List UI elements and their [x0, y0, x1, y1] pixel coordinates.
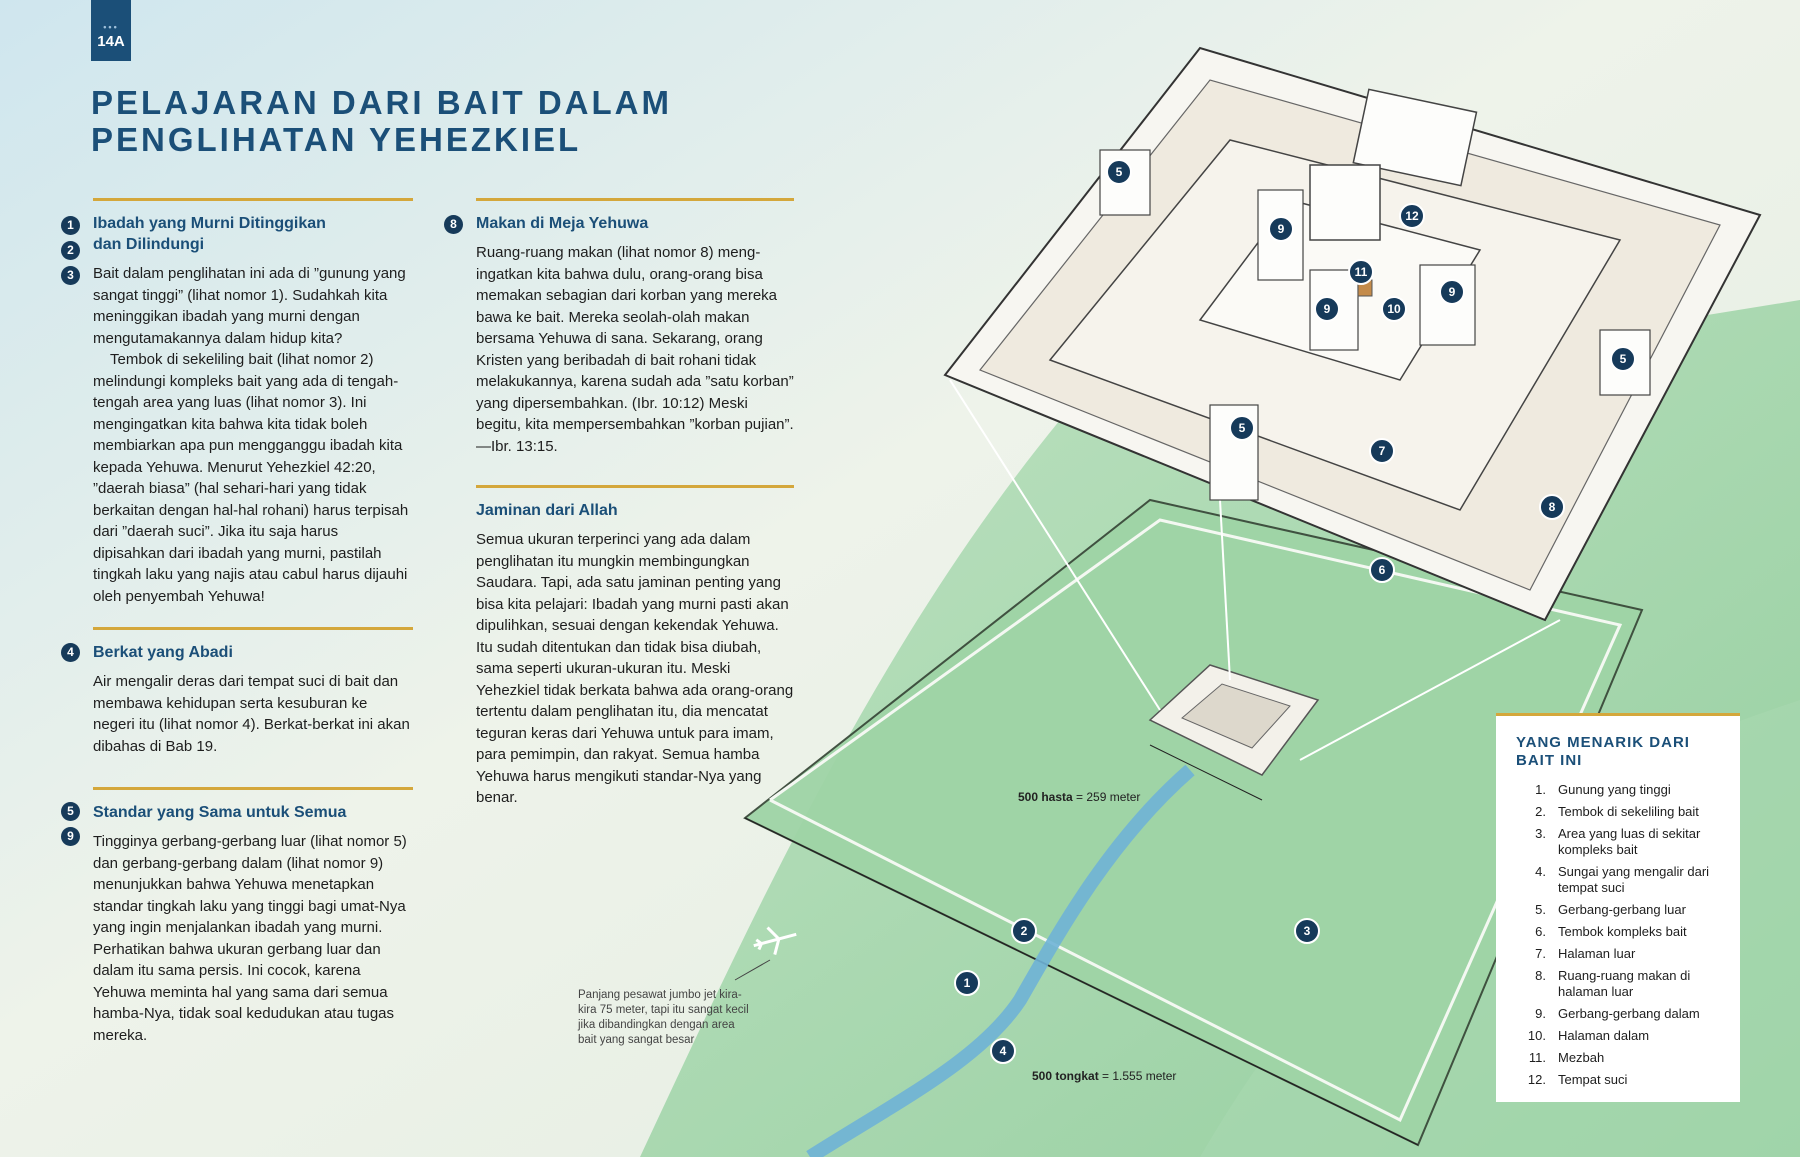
marker-9: 9: [1314, 296, 1340, 322]
number-badge: 1: [61, 216, 80, 235]
section-paragraph: Semua ukuran terperinci yang ada dalam penglihatan itu mungkin membingungkan Saudara. Tapi, ada satu jaminan penting yang bisa kita pelajari: Ibadah yang murni pasti akan dipulihkan, sesuai dengan kekendak Yehuwa. Itu sudah ditentukan dan tidak bisa diubah, sama seperti ukuran-ukuran itu. Meski Yehezkiel tidak berkata bahwa ada orang-orang tertentu dalam penglihatan itu, dia mencatat teguran keras dari Yehuwa untuk para imam, para pemimpin, dan rakyat. Semua hamba Yehuwa harus mengikuti standar-Nya yang benar.: [476, 531, 794, 806]
section-rule: [93, 787, 413, 790]
marker-6: 6: [1369, 557, 1395, 583]
scale-small-meters: = 259 meter: [1072, 790, 1141, 804]
section-meja-yehuwa: [476, 198, 794, 457]
legend-text: Mezbah: [1558, 1050, 1605, 1065]
legend-number: 5.: [1535, 902, 1546, 917]
section-heading: [93, 213, 413, 255]
section-paragraph: Air mengalir deras dari tempat suci di bait dan membawa kehidupan serta kesuburan ke negeri itu (lihat nomor 4). Berkat-berkat ini akan dibahas di Bab 19.: [93, 673, 410, 755]
section-ibadah-murni: [93, 198, 413, 607]
section-rule: [476, 485, 794, 488]
legend-text: Gerbang-gerbang luar: [1558, 902, 1686, 917]
marker-5: 5: [1610, 346, 1636, 372]
marker-9: 9: [1268, 216, 1294, 242]
legend-number: 3.: [1535, 826, 1546, 841]
legend-text: Halaman luar: [1558, 946, 1636, 961]
marker-1: 1: [954, 970, 980, 996]
legend-item: [1516, 864, 1728, 896]
section-rule: [476, 198, 794, 201]
legend-item: [1516, 826, 1728, 858]
number-badge: 2: [61, 241, 80, 260]
number-badge: 4: [61, 643, 80, 662]
legend-item: [1516, 1072, 1728, 1088]
legend-text: Halaman dalam: [1558, 1028, 1650, 1043]
marker-9: 9: [1439, 279, 1465, 305]
section-paragraph: Tingginya gerbang-gerbang luar (lihat nomor 5) dan gerbang-gerbang dalam (lihat nomor 9) menunjukkan bahwa Yehuwa menetapkan standar tingkah laku yang tinggi bagi umat-Nya yang ingin menjalankan ibadah yang murni. Perhatikan bahwa ukuran gerbang luar dan dalam itu sama persis. Ini cocok, karena Yehuwa meminta hal yang sama dari semua hamba-Nya, tidak soal kedudukan atau tugas mereka.: [93, 833, 407, 1044]
legend-number: 4.: [1535, 864, 1546, 879]
scale-small-value: 500 hasta: [1018, 790, 1073, 804]
legend-text: Gerbang-gerbang dalam: [1558, 1006, 1700, 1021]
legend-title: YANG MENARIK DARI BAIT INI: [1516, 734, 1690, 769]
legend-item: [1516, 902, 1728, 918]
marker-8: 8: [1539, 494, 1565, 520]
marker-2: 2: [1011, 918, 1037, 944]
legend-item: [1516, 782, 1728, 798]
number-badge: 5: [61, 802, 80, 821]
section-paragraph: Ruang-ruang makan (lihat nomor 8) mengingatkan kita bahwa dulu, orang-orang bisa memakan sebagian dari korban yang mereka bawa ke bait. Mereka seolah-olah makan bersama Yehuwa di sana. Sekarang, orang Kristen yang beribadah di bait rohani tidak melakukannya, karena sudah ada ”satu korban” yang dipersembahkan. (Ibr. 10:12) Meski begitu, kita mempersembahkan ”korban pujian”.—Ibr. 13:15.: [476, 244, 794, 455]
section-paragraph: Bait dalam penglihatan ini ada di ”gunung yang sangat tinggi” (lihat nomor 1). Sudahkah kita meninggikan ibadah yang murni dengan mengutamakannya dalam hidup kita?: [93, 265, 406, 347]
marker-5: 5: [1106, 159, 1132, 185]
legend-number: 12.: [1527, 1072, 1546, 1087]
legend-item: [1516, 968, 1728, 1000]
marker-11: 11: [1348, 259, 1374, 285]
marker-10: 10: [1381, 296, 1407, 322]
legend-number: 11.: [1528, 1050, 1546, 1065]
legend-number: 1.: [1535, 782, 1546, 797]
section-paragraph: Tembok di sekeliling bait (lihat nomor 2) melindungi kompleks bait yang ada di tengah-tengah area yang luas (lihat nomor 3). Ini mengingatkan kita bahwa kita tidak boleh membiarkan apa pun mengganggu ibadah kita kepada Yehuwa. Menurut Yehezkiel 42:20, ”daerah biasa” (hal sehari-hari yang tidak berkaitan dengan hal-hal rohani) harus terpisah dari ”daerah suci”. Jika itu saja harus dipisahkan dari ibadah yang murni, pastilah tingkah laku yang najis atau cabul harus dijauhi oleh penyembah Yehuwa!: [93, 351, 409, 605]
section-heading: Berkat yang Abadi: [93, 644, 233, 661]
title-line-2: PENGLIHATAN YEHEZKIEL: [91, 121, 582, 158]
section-berkat-abadi: [93, 627, 413, 757]
legend-number: 8.: [1535, 968, 1546, 983]
scale-small: [1018, 790, 1140, 804]
marker-3: 3: [1294, 918, 1320, 944]
marker-5: 5: [1229, 415, 1255, 441]
number-badge: 3: [61, 266, 80, 285]
legend-list: [1496, 782, 1740, 1088]
section-heading: Jaminan dari Allah: [476, 502, 618, 519]
marker-4: 4: [990, 1038, 1016, 1064]
legend-item: [1516, 924, 1728, 940]
jet-caption: Panjang pesawat jumbo jet kira-kira 75 meter, tapi itu sangat kecil jika dibandingkan dengan area bait yang sangat besar: [578, 989, 749, 1046]
legend-number: 7.: [1535, 946, 1546, 961]
legend-item: [1516, 804, 1728, 820]
section-rule: [93, 627, 413, 630]
section-jaminan-allah: [476, 485, 794, 809]
legend-number: 9.: [1535, 1006, 1546, 1021]
legend-number: 10.: [1527, 1028, 1546, 1043]
section-rule: [93, 198, 413, 201]
title-line-1: PELAJARAN DARI BAIT DALAM: [91, 84, 672, 121]
section-standar-sama: [93, 787, 413, 1046]
tab-dots: •••: [103, 22, 119, 32]
legend-text: Area yang luas di sekitar kompleks bait: [1558, 826, 1701, 857]
legend-text: Sungai yang mengalir dari tempat suci: [1558, 864, 1710, 895]
legend-box: [1496, 713, 1740, 1102]
page-tab: [91, 0, 131, 61]
legend-item: [1516, 1006, 1728, 1022]
legend-item: [1516, 946, 1728, 962]
legend-number: 6.: [1535, 924, 1546, 939]
number-badge: 9: [61, 827, 80, 846]
scale-large: [1032, 1069, 1176, 1083]
heading-line-1: Ibadah yang Murni Ditinggikan: [93, 215, 326, 232]
page-title: [91, 84, 691, 158]
marker-7: 7: [1369, 438, 1395, 464]
number-badge: 8: [444, 215, 463, 234]
scale-large-meters: = 1.555 meter: [1098, 1069, 1177, 1083]
legend-number: 2.: [1535, 804, 1546, 819]
tab-number: 14A: [97, 33, 125, 50]
legend-text: Tembok di sekeliling bait: [1558, 804, 1699, 819]
legend-item: [1516, 1050, 1728, 1066]
legend-text: Ruang-ruang makan di halaman luar: [1558, 968, 1691, 999]
scale-large-value: 500 tongkat: [1032, 1069, 1099, 1083]
section-heading: Makan di Meja Yehuwa: [476, 215, 649, 232]
section-heading: Standar yang Sama untuk Semua: [93, 804, 347, 821]
legend-text: Gunung yang tinggi: [1558, 782, 1671, 797]
legend-item: [1516, 1028, 1728, 1044]
heading-line-2: dan Dilindungi: [93, 236, 205, 253]
marker-12: 12: [1399, 203, 1425, 229]
legend-text: Tembok kompleks bait: [1558, 924, 1687, 939]
legend-text: Tempat suci: [1558, 1072, 1628, 1087]
